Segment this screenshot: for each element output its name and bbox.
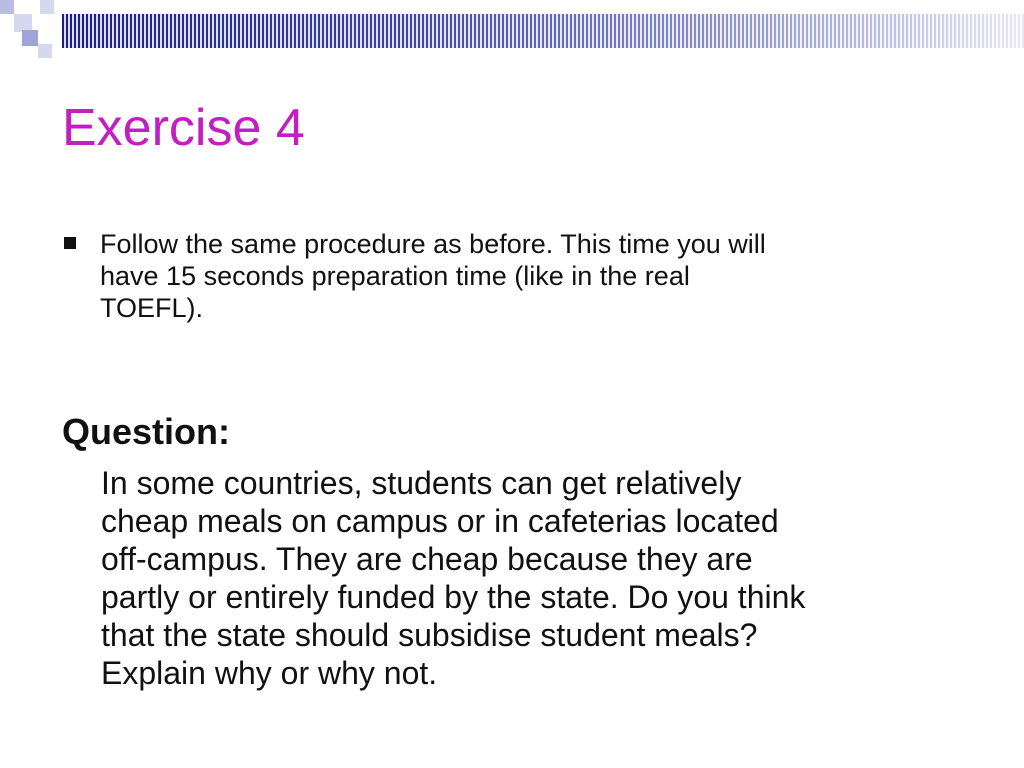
bullet-line: TOEFL). <box>100 293 204 323</box>
decor-square <box>22 30 38 46</box>
question-body <box>101 464 981 692</box>
question-heading: Question: <box>62 411 230 452</box>
square-bullet-icon <box>64 237 76 249</box>
question-line: partly or entirely funded by the state. Do you think <box>101 579 806 615</box>
question-line: off-campus. They are cheap because they are <box>101 541 753 577</box>
decor-square <box>0 0 14 14</box>
question-line: cheap meals on campus or in cafeterias located <box>101 503 779 539</box>
bullet-text <box>100 228 940 324</box>
bullet-item <box>62 228 962 324</box>
question-line: In some countries, students can get relatively <box>101 465 742 501</box>
question-line: that the state should subsidise student meals? <box>101 617 758 653</box>
decor-square <box>38 44 52 58</box>
bullet-line: have 15 seconds preparation time (like in the real <box>100 261 690 291</box>
bullet-line: Follow the same procedure as before. This time you will <box>100 229 766 259</box>
header-band <box>62 14 1024 48</box>
decor-square <box>40 0 54 14</box>
question-line: Explain why or why not. <box>101 655 438 691</box>
slide-title: Exercise 4 <box>62 99 305 157</box>
